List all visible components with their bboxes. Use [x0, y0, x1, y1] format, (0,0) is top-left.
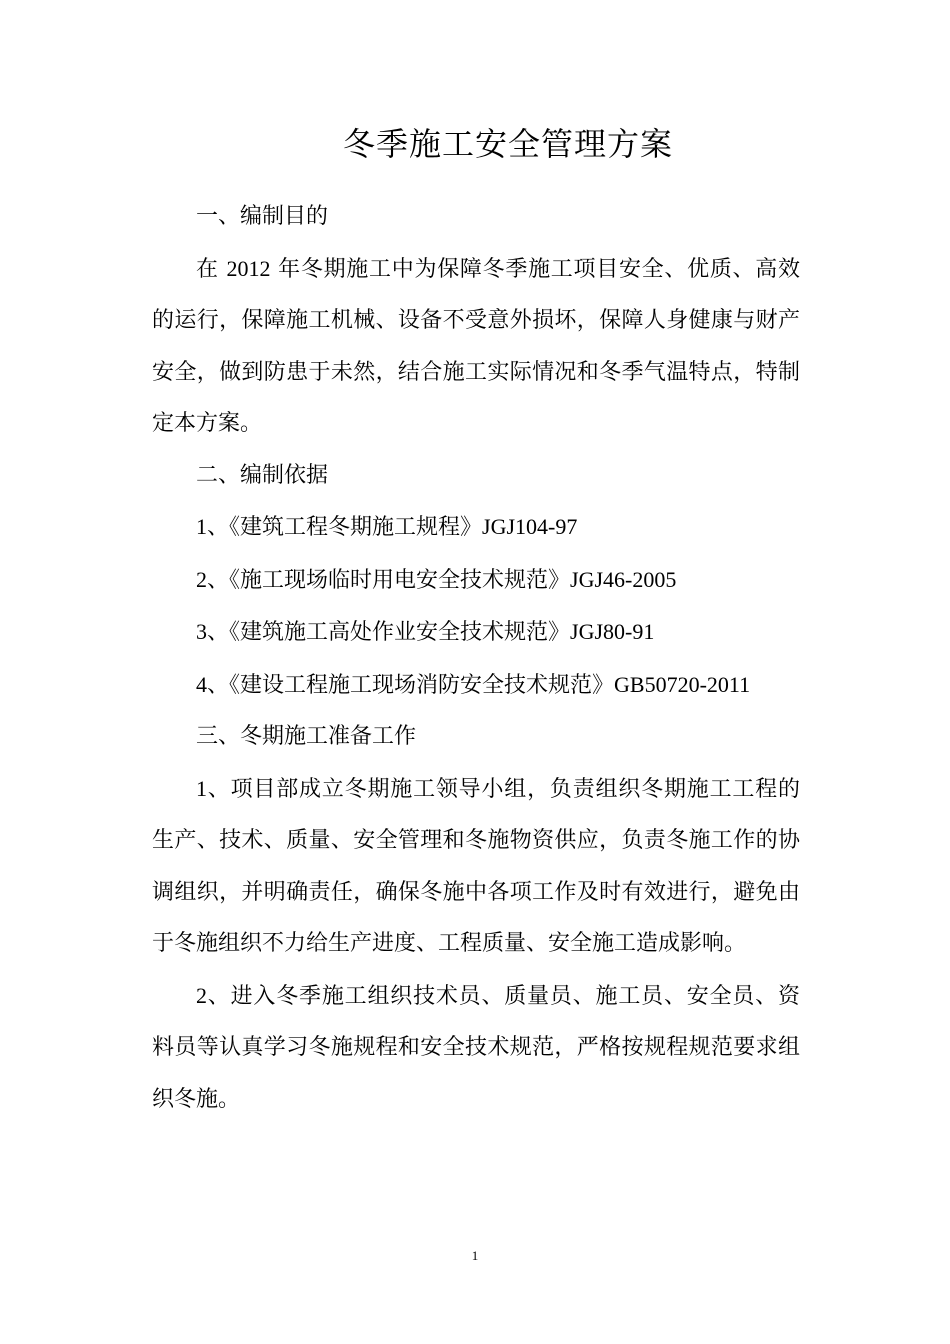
- document-body: [152, 191, 800, 1125]
- basis-item-3: 3、《建筑施工高处作业安全技术规范》JGJ80-91: [196, 619, 655, 645]
- section-heading-basis: 二、编制依据: [196, 462, 329, 488]
- document-title: 冬季施工安全管理方案: [342, 125, 673, 163]
- paragraph-purpose: 在 2012 年冬期施工中为保障冬季施工项目安全、优质、高效的运行，保障施工机械、设备不受意外损坏，保障人身健康与财产安全，做到防患于未然，结合施工实际情况和冬季气温特点，特制定本方案。: [152, 255, 800, 436]
- basis-item-4: 4、《建设工程施工现场消防安全技术规范》GB50720-2011: [196, 671, 751, 698]
- page-number: 1: [471, 1248, 479, 1263]
- basis-item-1: 1、《建筑工程冬期施工规程》JGJ104-97: [196, 514, 578, 540]
- section-heading-purpose: 一、编制目的: [196, 204, 329, 229]
- basis-item-2: 2、《施工现场临时用电安全技术规范》JGJ46-2005: [196, 566, 677, 593]
- preparation-item-1: 1、项目部成立冬期施工领导小组，负责组织冬期施工工程的生产、技术、质量、安全管理和冬施物资供应，负责冬施工作的协调组织，并明确责任，确保冬施中各项工作及时有效进行，避免由于冬施组织不力给生产进度、工程质量、安全施工造成影响。: [152, 775, 800, 956]
- preparation-item-2: 2、进入冬季施工组织技术员、质量员、施工员、安全员、资料员等认真学习冬施规程和安全技术规范，严格按规程规范要求组织冬施。: [152, 982, 800, 1112]
- section-heading-preparation: 三、冬期施工准备工作: [196, 724, 417, 749]
